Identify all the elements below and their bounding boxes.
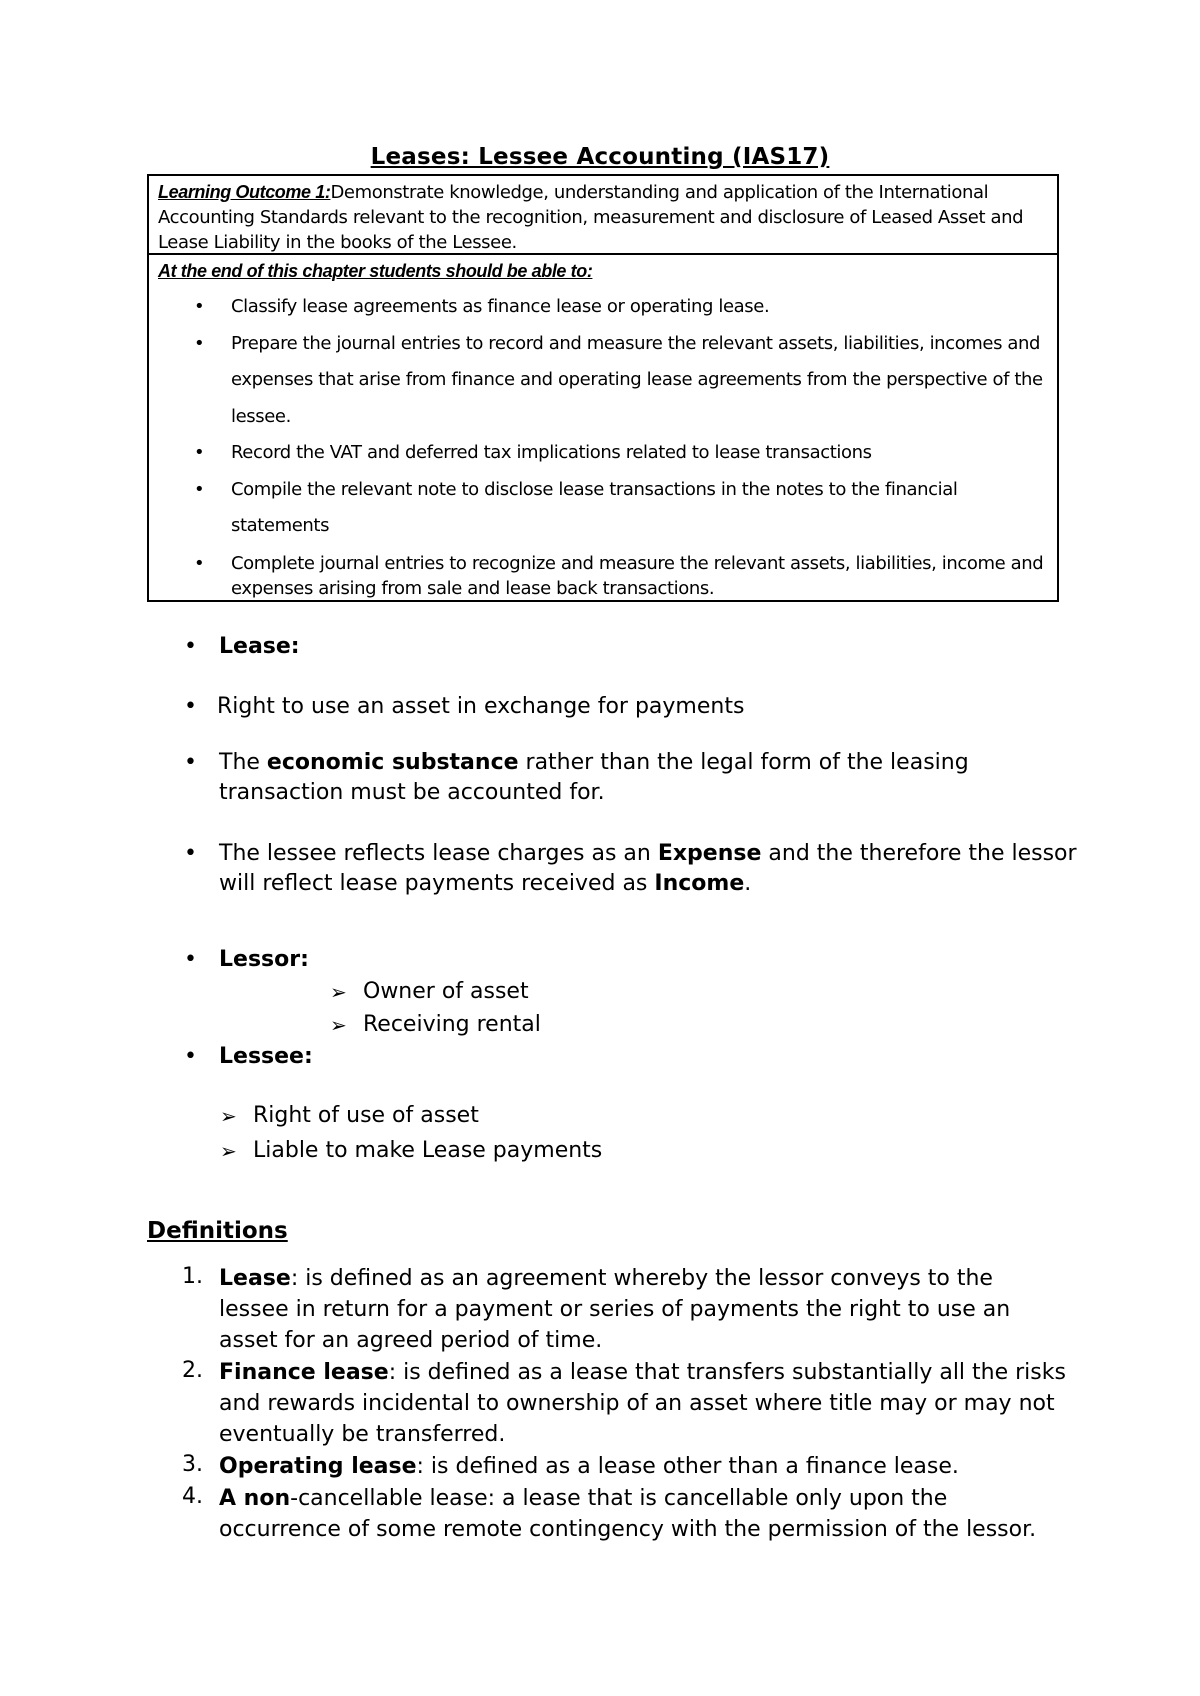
definition-item: Operating lease: is defined as a lease other than a finance lease. — [219, 1454, 959, 1479]
definition-item: Lease: is defined as an agreement whereby the lessor conveys to the lessee in return for a payment or series of payments the right to use an asset for an agreed period of time. — [219, 1266, 1011, 1353]
objective-item: • Classify lease agreements as finance lease or operating lease. — [158, 289, 1048, 326]
bullet-icon: • — [184, 634, 197, 659]
learning-outcome-cell — [149, 176, 1057, 255]
definition-item: Finance lease: is defined as a lease that transfers substantially all the risks and rewards incidental to ownership of an asset where title may or may not eventually be transferred. — [219, 1360, 1066, 1447]
definition-number: 4. — [182, 1484, 203, 1509]
lessor-item: Owner of asset — [363, 979, 529, 1004]
definitions-heading: Definitions — [147, 1218, 288, 1244]
economic-substance-text: The economic substance rather than the legal form of the leasing transaction must be accounted for. — [219, 750, 969, 805]
learning-outcome-table — [147, 174, 1059, 602]
lessor-item: Receiving rental — [363, 1012, 541, 1037]
definition-number: 3. — [182, 1452, 203, 1477]
right-to-use-text: Right to use an asset in exchange for payments — [217, 694, 745, 719]
objectives-cell — [149, 255, 1057, 600]
arrow-icon: ➢ — [220, 1139, 237, 1163]
arrow-icon: ➢ — [220, 1104, 237, 1128]
objective-item: • Prepare the journal entries to record and measure the relevant assets, liabilities, incomes and expenses that arise from finance and operating lease agreements from the perspective of the lessee. — [158, 326, 1048, 436]
bullet-icon: • — [184, 694, 197, 719]
definition-number: 2. — [182, 1358, 203, 1383]
objectives-heading: At the end of this chapter students should be able to: — [158, 261, 593, 281]
lessee-reflects-text: The lessee reflects lease charges as an Expense and the therefore the lessor will reflect lease payments received as Income. — [219, 841, 1077, 896]
lessee-label: Lessee: — [219, 1044, 313, 1069]
lease-label: Lease: — [219, 634, 300, 659]
lessor-label: Lessor: — [219, 947, 309, 972]
objective-item: • Compile the relevant note to disclose lease transactions in the notes to the financial statements — [158, 472, 1048, 545]
bullet-icon: • — [184, 750, 197, 775]
bullet-icon: • — [184, 1044, 197, 1069]
definition-item: A non-cancellable lease: a lease that is cancellable only upon the occurrence of some remote contingency with the permission of the lessor. — [219, 1486, 1037, 1542]
lessee-item: Right of use of asset — [253, 1103, 479, 1128]
objectives-list — [158, 289, 1048, 601]
objective-item: • Complete journal entries to recognize and measure the relevant assets, liabilities, income and expenses arising from sale and lease back transactions. — [158, 551, 1048, 601]
bullet-icon: • — [184, 841, 197, 866]
learning-outcome-text: Demonstrate knowledge, understanding and application of the International Accounting Standards relevant to the recognition, measurement and disclosure of Leased Asset and Lease Liability in the books of the Lessee. — [158, 182, 1024, 253]
bullet-icon: • — [184, 947, 197, 972]
learning-outcome-label: Learning Outcome 1: — [158, 182, 331, 202]
page-title: Leases: Lessee Accounting (IAS17) — [370, 144, 830, 170]
arrow-icon: ➢ — [330, 1013, 347, 1037]
objective-item: • Record the VAT and deferred tax implications related to lease transactions — [158, 435, 1048, 472]
lessee-item: Liable to make Lease payments — [253, 1138, 603, 1163]
arrow-icon: ➢ — [330, 980, 347, 1004]
definition-number: 1. — [182, 1264, 203, 1289]
